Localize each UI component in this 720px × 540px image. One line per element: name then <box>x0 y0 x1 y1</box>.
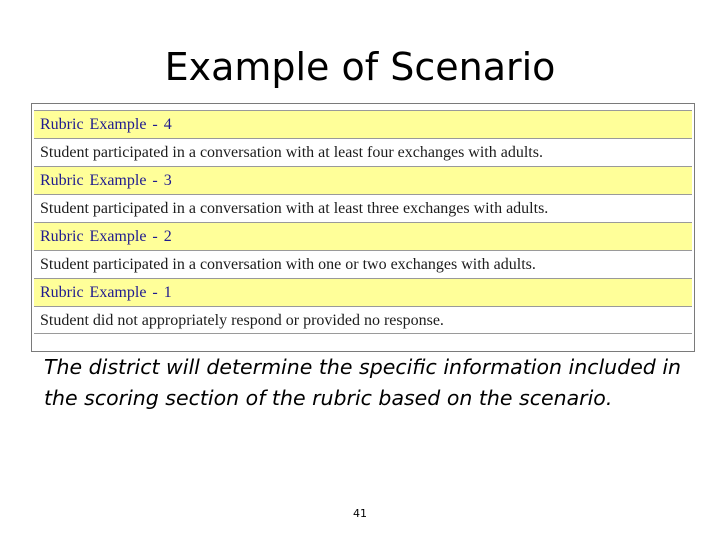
rubric-header-3: Rubric Example - 3 <box>34 166 692 194</box>
rubric-header-2: Rubric Example - 2 <box>34 222 692 250</box>
rubric-description-3: Student participated in a conversation with at least three exchanges with adults. <box>34 194 692 222</box>
slide-title: Example of Scenario <box>164 45 556 89</box>
rubric-header-4: Rubric Example - 4 <box>34 110 692 138</box>
rubric-description-2: Student participated in a conversation with one or two exchanges with adults. <box>34 250 692 278</box>
page-number: 41 <box>353 507 367 520</box>
rubric-table <box>31 103 695 352</box>
rubric-description-1: Student did not appropriately respond or provided no response. <box>34 306 692 334</box>
rubric-description-4: Student participated in a conversation with at least four exchanges with adults. <box>34 138 692 166</box>
rubric-rows <box>34 110 692 334</box>
rubric-header-1: Rubric Example - 1 <box>34 278 692 306</box>
slide-caption: The district will determine the specific information included in the scoring section of the rubric based on the scenario. <box>44 355 682 410</box>
